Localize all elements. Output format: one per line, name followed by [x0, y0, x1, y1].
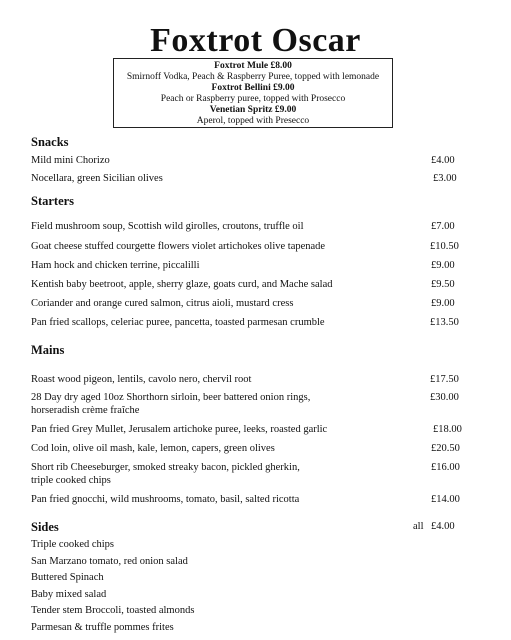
menu-item: Field mushroom soup, Scottish wild girolles, croutons, truffle oil — [31, 221, 304, 232]
cocktail-name: Foxtrot Mule £8.00 — [214, 61, 292, 71]
menu-item-price: £20.50 — [431, 443, 460, 454]
section-heading-sides: Sides — [31, 520, 59, 534]
cocktail-desc: Aperol, topped with Presecco — [196, 116, 310, 126]
menu-item-continued: triple cooked chips — [31, 475, 111, 486]
menu-item: 28 Day dry aged 10oz Shorthorn sirloin, beer battered onion rings, — [31, 392, 311, 403]
menu-item: Goat cheese stuffed courgette flowers violet artichokes olive tapenade — [31, 241, 326, 252]
menu-item: Short rib Cheeseburger, smoked streaky bacon, pickled gherkin, — [31, 462, 300, 473]
section-heading-mains: Mains — [31, 343, 65, 357]
menu-item-price: £9.50 — [431, 279, 455, 290]
menu-item-price: £3.00 — [433, 173, 457, 184]
section-heading-snacks: Snacks — [31, 135, 69, 149]
cocktail-name: Venetian Spritz £9.00 — [209, 105, 297, 115]
menu-item: Pan fried Grey Mullet, Jerusalem artichoke puree, leeks, roasted garlic — [31, 424, 328, 435]
side-item: Triple cooked chips — [31, 539, 115, 550]
menu-item-price: £17.50 — [430, 374, 459, 385]
section-heading-starters: Starters — [31, 194, 75, 208]
menu-item: Cod loin, olive oil mash, kale, lemon, capers, green olives — [31, 443, 275, 454]
side-item: Buttered Spinach — [31, 572, 104, 583]
cocktail-name: Foxtrot Bellini £9.00 — [211, 83, 295, 93]
side-item: Baby mixed salad — [31, 589, 107, 600]
menu-item-price: £18.00 — [433, 424, 462, 435]
side-item: Parmesan & truffle pommes frites — [31, 622, 174, 633]
menu-item-price: £30.00 — [430, 392, 459, 403]
menu-item: Coriander and orange cured salmon, citrus aioli, mustard cress — [31, 298, 294, 309]
menu-item: Kentish baby beetroot, apple, sherry glaze, goats curd, and Mache salad — [31, 279, 333, 290]
side-item: San Marzano tomato, red onion salad — [31, 556, 188, 567]
menu-item-continued: horseradish crème fraîche — [31, 405, 140, 416]
menu-item: Pan fried scallops, celeriac puree, pancetta, toasted parmesan crumble — [31, 317, 325, 328]
cocktail-box — [113, 58, 393, 128]
menu-item: Roast wood pigeon, lentils, cavolo nero, chervil root — [31, 374, 252, 385]
menu-item: Nocellara, green Sicilian olives — [31, 173, 163, 184]
sides-all-label: all — [413, 521, 424, 532]
menu-item-price: £10.50 — [430, 241, 459, 252]
menu-item-price: £9.00 — [431, 298, 455, 309]
side-item: Tender stem Broccoli, toasted almonds — [31, 605, 195, 616]
menu-item-price: £14.00 — [431, 494, 460, 505]
menu-item: Ham hock and chicken terrine, piccalilli — [31, 260, 200, 271]
menu-item-price: £16.00 — [431, 462, 460, 473]
menu-item-price: £9.00 — [431, 260, 455, 271]
menu-item-price: £4.00 — [431, 155, 455, 166]
cocktail-desc: Smirnoff Vodka, Peach & Raspberry Puree, topped with lemonade — [126, 72, 380, 82]
menu-item: Mild mini Chorizo — [31, 155, 110, 166]
menu-item-price: £7.00 — [431, 221, 455, 232]
sides-price: £4.00 — [431, 521, 455, 532]
menu-item-price: £13.50 — [430, 317, 459, 328]
restaurant-title: Foxtrot Oscar — [150, 22, 361, 59]
cocktail-desc: Peach or Raspberry puree, topped with Prosecco — [160, 94, 346, 104]
menu-item: Pan fried gnocchi, wild mushrooms, tomato, basil, salted ricotta — [31, 494, 300, 505]
